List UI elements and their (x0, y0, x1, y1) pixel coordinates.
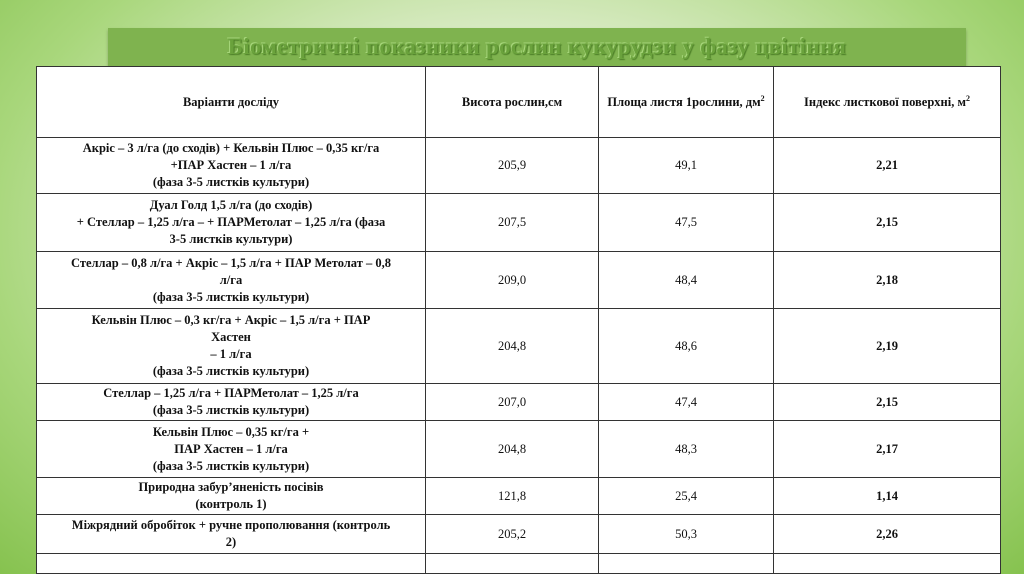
variant-line: л/га (219, 272, 243, 287)
variant-line: Міжрядний обробіток + ручне прополювання (контроль (71, 518, 391, 532)
height-cell: 207,0 (426, 384, 599, 421)
variant-line: Акріс – 3 л/га (до сходів) + Кельвін Плюс – 0,35 кг/га (82, 141, 380, 155)
variant-line: Стеллар – 1,25 л/га + ПАРМетолат – 1,25 л/га (103, 386, 359, 400)
lai-cell: 1,14 (774, 478, 1001, 515)
header-leaf-area-sup: 2 (760, 93, 765, 103)
leaf-area-cell: 48,6 (599, 309, 774, 384)
variant-line: +ПАР Хастен – 1 л/га (170, 158, 292, 172)
lai-cell: 2,15 (774, 384, 1001, 421)
lai-cell (774, 554, 1001, 574)
leaf-area-cell: 48,3 (599, 421, 774, 478)
variant-line: Природна забур’яненість посівів (138, 480, 324, 494)
lai-cell: 2,18 (774, 252, 1001, 309)
header-lai-sup: 2 (965, 93, 970, 103)
variant-line: (фаза 3-5 листків культури) (152, 403, 310, 417)
lai-cell: 2,26 (774, 515, 1001, 554)
header-leaf-area: Площа листя 1рослини, $дм^2$ (599, 67, 774, 138)
leaf-area-cell: 49,1 (599, 138, 774, 194)
page-title: Біометричні показники рослин кукурудзи у фазу цвітіння (227, 34, 847, 59)
leaf-area-cell: 48,4 (599, 252, 774, 309)
variant-cell (37, 554, 426, 574)
height-cell: 121,8 (426, 478, 599, 515)
variant-line: Кельвін Плюс – 0,3 кг/га + Акріс – 1,5 л/га + ПАР (91, 313, 371, 327)
variant-line: – 1 л/га (210, 347, 252, 361)
variant-cell (37, 384, 426, 421)
leaf-area-cell (599, 554, 774, 574)
variant-line: (фаза 3-5 листків культури) (152, 458, 310, 473)
height-cell: 207,5 (426, 194, 599, 252)
leaf-area-cell: 47,5 (599, 194, 774, 252)
table-row (37, 384, 1001, 421)
table-row (37, 309, 1001, 384)
height-cell: 205,2 (426, 515, 599, 554)
variant-line: 3-5 листків культури) (169, 232, 293, 246)
header-variant: Варіанти досліду (37, 67, 426, 138)
variant-line: Стеллар – 0,8 л/га + Акріс – 1,5 л/га + ПАР Метолат – 0,8 (70, 255, 391, 270)
height-cell: 204,8 (426, 421, 599, 478)
table-row (37, 252, 1001, 309)
title-banner (108, 28, 966, 66)
biometric-table (36, 66, 1001, 574)
leaf-area-cell: 50,3 (599, 515, 774, 554)
height-cell: 205,9 (426, 138, 599, 194)
variant-cell (37, 194, 426, 252)
lai-cell: 2,17 (774, 421, 1001, 478)
header-row (37, 67, 1001, 138)
header-lai: Індекс листкової поверхні, $м^2$ (774, 67, 1001, 138)
lai-cell: 2,15 (774, 194, 1001, 252)
variant-line: ПАР Хастен – 1 л/га (174, 441, 288, 456)
table-row (37, 478, 1001, 515)
variant-line: Хастен (211, 330, 251, 344)
variant-cell (37, 309, 426, 384)
variant-line: + Стеллар – 1,25 л/га – + ПАРМетолат – 1,25 л/га (фаза (76, 215, 386, 229)
variant-line: 2) (225, 535, 237, 549)
variant-line: (контроль 1) (195, 497, 267, 511)
table-row (37, 421, 1001, 478)
height-cell: 204,8 (426, 309, 599, 384)
lai-cell: 2,21 (774, 138, 1001, 194)
variant-line: Кельвін Плюс – 0,35 кг/га + (152, 424, 310, 439)
height-cell: 209,0 (426, 252, 599, 309)
leaf-area-cell: 25,4 (599, 478, 774, 515)
variant-cell (37, 478, 426, 515)
table-row (37, 138, 1001, 194)
variant-cell (37, 421, 426, 478)
lai-cell: 2,19 (774, 309, 1001, 384)
header-height: Висота рослин,см (426, 67, 599, 138)
variant-line: Дуал Голд 1,5 л/га (до сходів) (149, 198, 313, 212)
table-row (37, 554, 1001, 574)
table-row (37, 515, 1001, 554)
variant-line: (фаза 3-5 листків культури) (152, 289, 310, 304)
variant-line: (фаза 3-5 листків культури) (152, 175, 310, 189)
leaf-area-cell: 47,4 (599, 384, 774, 421)
variant-cell (37, 252, 426, 309)
variant-line: (фаза 3-5 листків культури) (152, 364, 310, 378)
variant-cell (37, 515, 426, 554)
table-row (37, 194, 1001, 252)
variant-cell (37, 138, 426, 194)
height-cell (426, 554, 599, 574)
